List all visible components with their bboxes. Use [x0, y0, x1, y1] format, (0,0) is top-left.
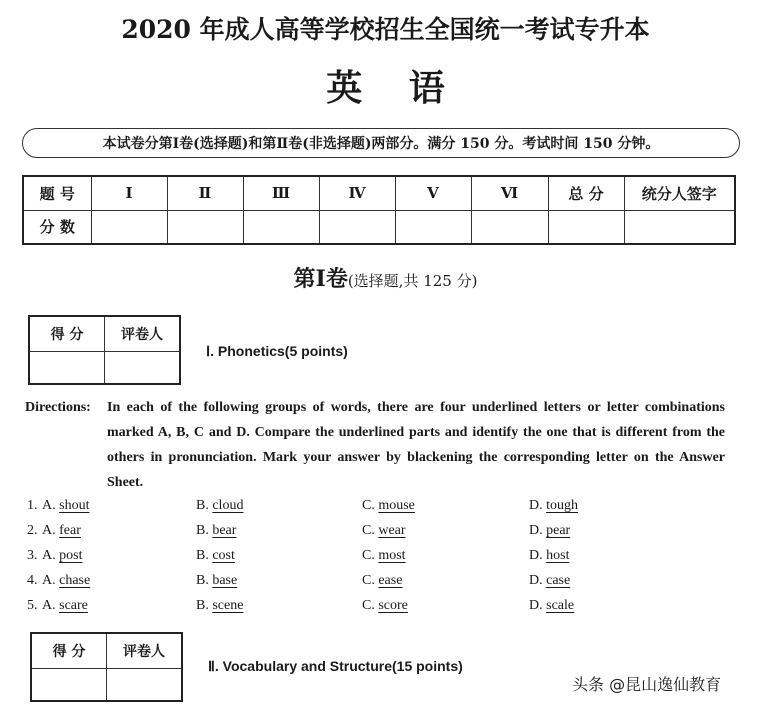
score-cell	[167, 210, 243, 244]
option-a: A. chase	[42, 573, 91, 588]
option-a: A. scare	[42, 598, 88, 613]
grader-name-label: 评卷人	[105, 316, 181, 352]
question-number: 3.	[27, 548, 38, 563]
part1-heading	[0, 262, 771, 293]
col-part-5: Ⅴ	[395, 176, 471, 210]
col-part-6: Ⅵ	[471, 176, 548, 210]
col-part-3: Ⅲ	[243, 176, 319, 210]
score-cell	[548, 210, 624, 244]
score-cell	[395, 210, 471, 244]
option-c: C. most	[362, 548, 406, 563]
exam-title: 2020 年成人高等学校招生全国统一考试专升本	[121, 15, 650, 44]
section2-title: Ⅱ. Vocabulary and Structure(15 points)	[208, 658, 463, 674]
grader-name-label: 评卷人	[107, 633, 183, 669]
part1-title: 第Ⅰ卷	[293, 266, 348, 292]
subject-title: 英 语	[326, 67, 445, 109]
col-total: 总 分	[548, 176, 624, 210]
col-part-4: Ⅳ	[319, 176, 395, 210]
grader-score-label: 得 分	[29, 316, 105, 352]
option-d: D. case	[529, 573, 571, 588]
question-number: 4.	[27, 573, 38, 588]
directions	[25, 395, 725, 495]
row-label-question-number: 题 号	[23, 176, 91, 210]
directions-text: In each of the following groups of words, there are four underlined letters or letter combinations marked A, B, C and D. Compare the underlined parts and identify the one that is different from the others in pronunciation. Mark your answer by blackening the corresponding letter on the Answer Sheet.	[107, 400, 725, 490]
option-b: B. bear	[196, 523, 237, 538]
grader-score-label: 得 分	[31, 633, 107, 669]
grader-score-cell	[29, 352, 105, 385]
option-c: C. mouse	[362, 498, 415, 513]
question-3	[27, 548, 727, 570]
col-part-1: Ⅰ	[91, 176, 167, 210]
option-b: B. cost	[196, 548, 235, 563]
option-a: A. fear	[42, 523, 81, 538]
grader-box-2	[30, 632, 183, 702]
watermark: 头条 @昆山逸仙教育	[572, 675, 722, 694]
exam-notice: 本试卷分第Ⅰ卷(选择题)和第Ⅱ卷(非选择题)两部分。满分 150 分。考试时间 150 分钟。	[22, 128, 740, 158]
question-number: 1.	[27, 498, 38, 513]
option-d: D. host	[529, 548, 570, 563]
score-cell	[243, 210, 319, 244]
option-d: D. scale	[529, 598, 575, 613]
option-c: C. wear	[362, 523, 406, 538]
option-b: B. cloud	[196, 498, 244, 513]
option-a: A. post	[42, 548, 83, 563]
question-1	[27, 498, 727, 520]
score-cell	[624, 210, 735, 244]
question-2	[27, 523, 727, 545]
option-b: B. scene	[196, 598, 244, 613]
row-label-score: 分 数	[23, 210, 91, 244]
score-table	[22, 175, 736, 245]
grader-box-1	[28, 315, 181, 385]
score-table-score-row	[23, 210, 735, 244]
grader-name-cell	[107, 669, 183, 702]
option-c: C. score	[362, 598, 408, 613]
part1-note: (选择题,共 125 分)	[347, 272, 478, 290]
score-cell	[471, 210, 548, 244]
option-b: B. base	[196, 573, 238, 588]
score-cell	[319, 210, 395, 244]
grader-score-cell	[31, 669, 107, 702]
col-signature: 统分人签字	[624, 176, 735, 210]
option-a: A. shout	[42, 498, 90, 513]
section1-title: Ⅰ. Phonetics(5 points)	[206, 343, 348, 359]
score-table-header-row	[23, 176, 735, 210]
grader-name-cell	[105, 352, 181, 385]
col-part-2: Ⅱ	[167, 176, 243, 210]
question-number: 2.	[27, 523, 38, 538]
score-cell	[91, 210, 167, 244]
option-d: D. pear	[529, 523, 571, 538]
directions-label: Directions:	[25, 400, 91, 415]
option-d: D. tough	[529, 498, 579, 513]
question-4	[27, 573, 727, 595]
question-5	[27, 598, 727, 620]
question-number: 5.	[27, 598, 38, 613]
option-c: C. ease	[362, 573, 403, 588]
